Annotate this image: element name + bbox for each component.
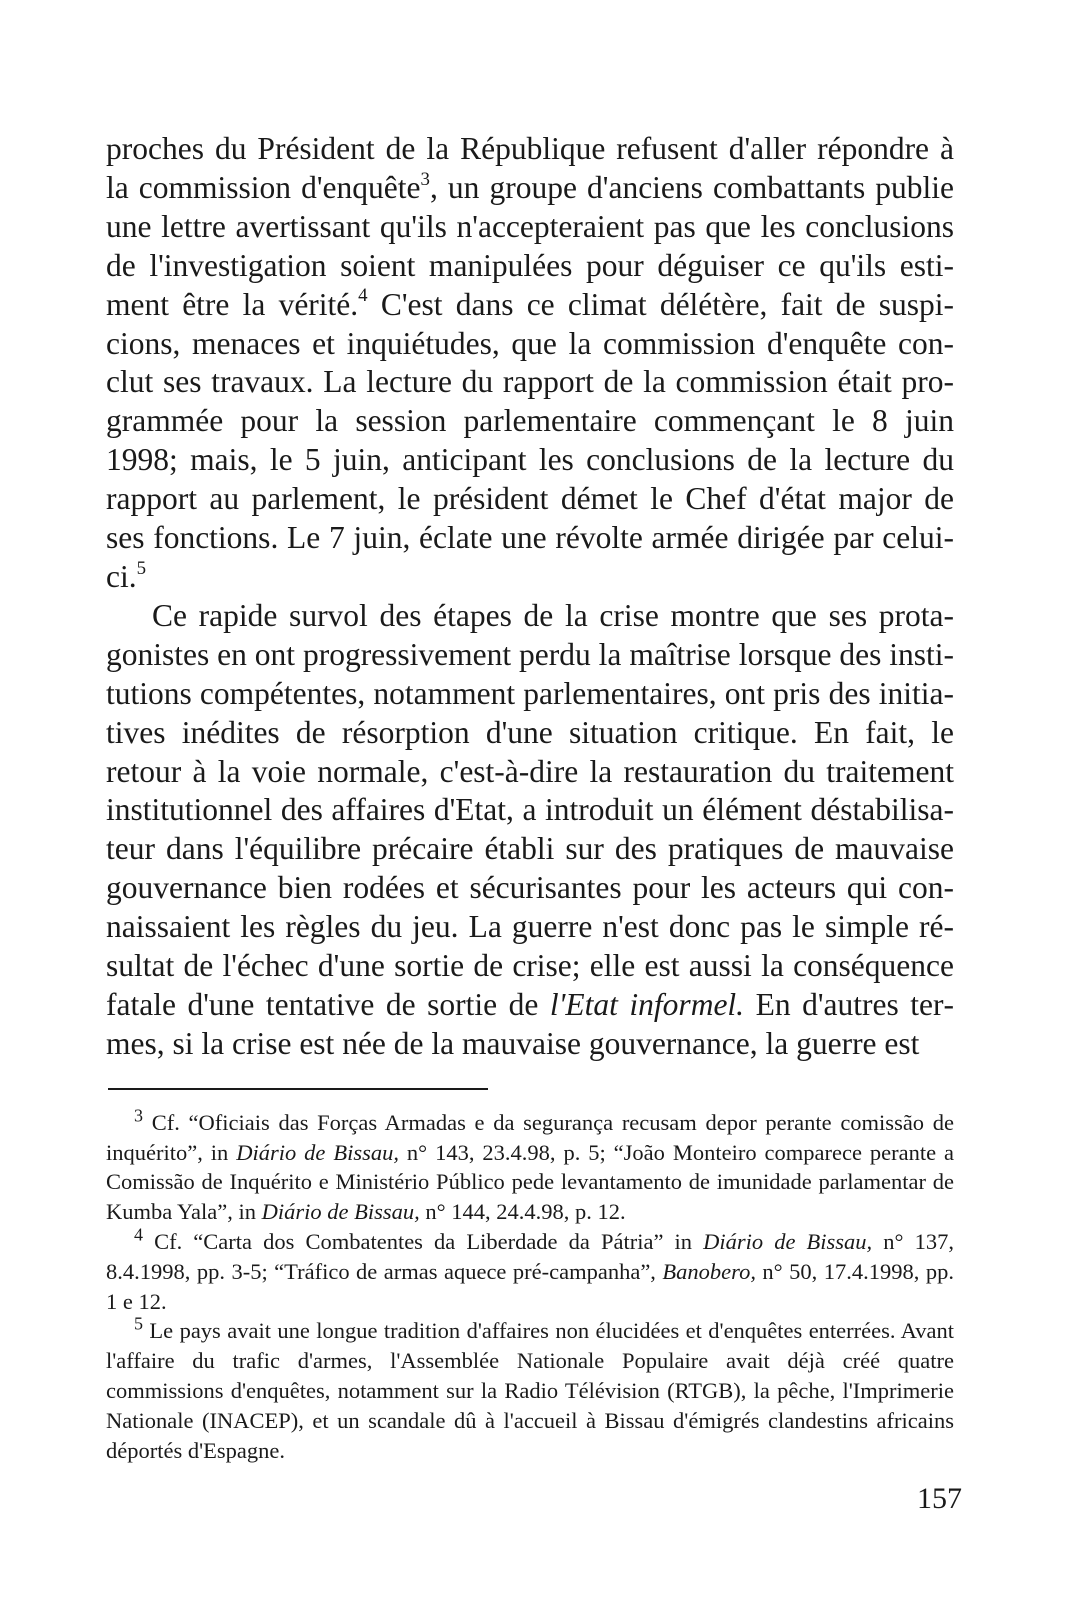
footnote-ref-4[interactable]: 4 (358, 285, 368, 307)
footnote-text: n° 50, 17.4.1998, pp. 1 e 12. (106, 1258, 954, 1314)
footnote-italic: Diário de Bissau, (236, 1139, 399, 1165)
footnote-text: n° 143, 23.4.98, p. 5; “João Monteiro comparece perante a Comissão de Inquérito e Ministério Público pede levantamento de imunidade parlamentar de Kumba Yala”, in (106, 1139, 954, 1225)
page-number: 157 (917, 1482, 962, 1515)
footnote-text: Cf. “Oficiais das Forças Armadas e da segurança recusam depor perante comissão de inquérito”, in (106, 1109, 955, 1165)
paragraph-2 (106, 597, 954, 1064)
paragraph-1 (106, 130, 954, 597)
footnote-text: Le pays avait une longue tradition d'affaires non élucidées et d'enquêtes enterrées. Avant l'affaire du trafic d'armes, l'Assemblée Nationale Populaire avait déjà créé quatre commissions d'enquêtes, notamment sur la Radio Télévision (RTGB), la pêche, l'Imprimerie Nationale (INACEP), et un scandale dû à l'accueil à Bissau d'émigrés clandestins africains déportés d'Espagne. (106, 1318, 955, 1463)
footnotes (106, 1105, 955, 1466)
main-text (106, 130, 954, 1064)
footnote-italic: Banobero, (662, 1258, 756, 1284)
footnote-4 (106, 1224, 954, 1316)
paragraph-2-text-b: En d'autres termes, si la crise est née de la mauvaise gouvernance, la guerre est (106, 986, 954, 1061)
footnote-number: 5 (134, 1313, 143, 1334)
footnote-text: n° 137, 8.4.1998, pp. 3-5; “Tráfico de armas aquece pré-campanha”, (106, 1228, 954, 1284)
footnote-text: Cf. “Carta dos Combatentes da Liberdade da Pátria” in (154, 1228, 704, 1254)
footnote-italic: Diário de Bissau, (261, 1199, 420, 1225)
book-page (106, 130, 954, 1465)
footnote-number: 4 (134, 1224, 143, 1245)
paragraph-2-italic: l'Etat informel. (549, 986, 745, 1022)
footnote-ref-3[interactable]: 3 (420, 168, 430, 190)
paragraph-2-text-a: Ce rapide survol des étapes de la crise montre que ses protagonistes en ont progressivement perdu la maîtrise lorsque des institutions compétentes, notamment parlementaires, ont pris des initiatives inédites de résorption d'une situation critique. En fait, le retour à la voie normale, c'est-à-dire la restauration du traitement institutionnel des affaires d'Etat, a introduit un élément déstabilisateur dans l'équilibre précaire établi sur des pratiques de mauvaise gouvernance bien rodées et sécurisantes pour les acteurs qui connaissaient les règles du jeu. La guerre n'est donc pas le simple résultat de l'échec d'une sortie de crise; elle est aussi la conséquence fatale d'une tentative de sortie de (106, 597, 954, 1022)
footnote-5 (106, 1313, 955, 1465)
footnote-ref-5[interactable]: 5 (136, 557, 147, 579)
footnote-3 (106, 1105, 955, 1227)
footnote-separator (108, 1088, 488, 1090)
footnote-text: n° 144, 24.4.98, p. 12. (419, 1199, 626, 1225)
footnote-italic: Diário de Bissau, (703, 1228, 873, 1254)
paragraph-1-text-c: C'est dans ce climat délétère, fait de suspicions, menaces et inquiétudes, que la commission d'enquête conclut ses travaux. La lecture du rapport de la commission était programmée pour la session parlementaire commençant le 8 juin 1998; mais, le 5 juin, anticipant les conclusions de la lecture du rapport au parlement, le président démet le Chef d'état major de ses fonctions. Le 7 juin, éclate une révolte armée dirigée par celui-ci. (106, 286, 954, 594)
footnote-number: 3 (134, 1105, 143, 1126)
paragraph-1-text-a: proches du Président de la République refusent d'aller répondre à la commission d'enquête (106, 131, 954, 205)
paragraph-1-text-b: , un groupe d'anciens combattants publie une lettre avertissant qu'ils n'accepteraient pas que les conclusions de l'investigation soient manipulées pour déguiser ce qu'ils estiment être la vérité. (106, 169, 955, 322)
